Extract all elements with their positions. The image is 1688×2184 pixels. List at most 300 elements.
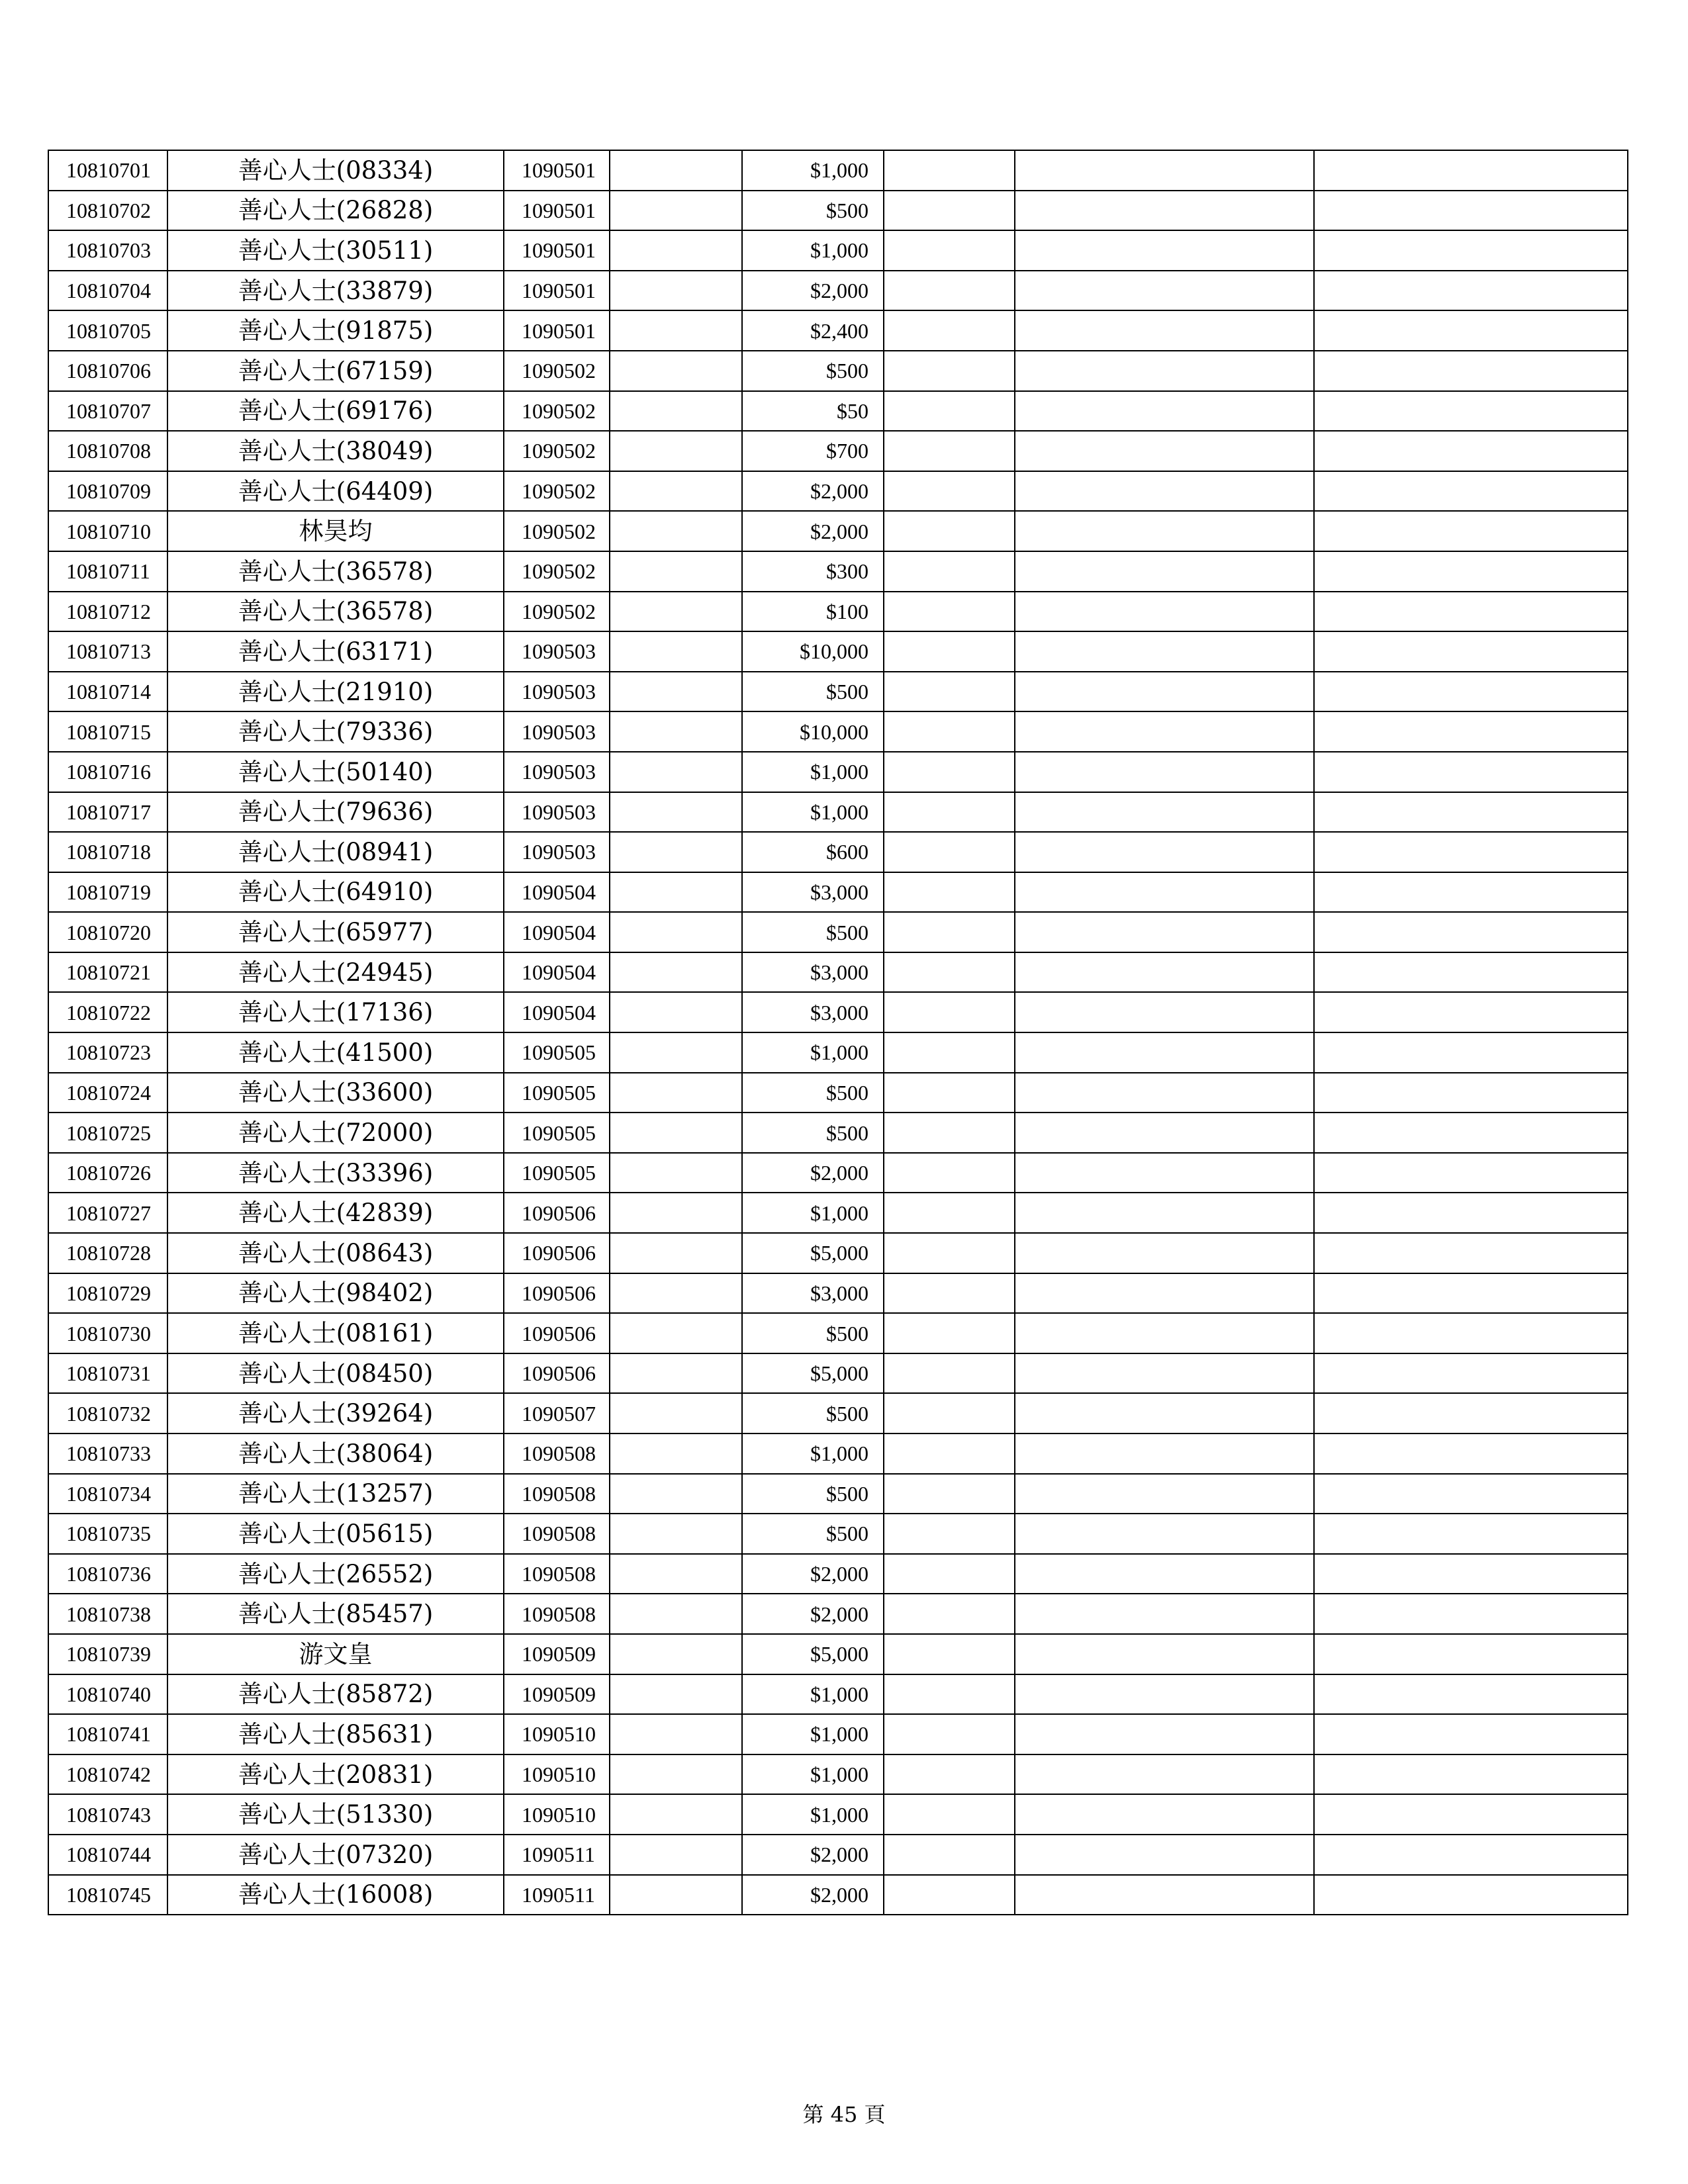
donor-name-cell: 善心人士(08941): [167, 832, 504, 872]
table-row: [48, 511, 1628, 551]
receipt-id-cell: 10810735: [48, 1514, 167, 1554]
blank-cell: [610, 872, 742, 913]
blank-cell: [884, 992, 1015, 1032]
blank-cell: [1314, 672, 1628, 712]
donation-date-cell: 1090505: [504, 1073, 610, 1113]
blank-cell: [1314, 471, 1628, 512]
blank-cell: [1314, 310, 1628, 351]
donor-name-cell: 善心人士(26552): [167, 1554, 504, 1594]
blank-cell: [610, 1474, 742, 1514]
amount-cell: $1,000: [742, 1193, 884, 1233]
amount-cell: $300: [742, 551, 884, 592]
donor-name-cell: 善心人士(08643): [167, 1233, 504, 1273]
donor-name-cell: 善心人士(72000): [167, 1113, 504, 1153]
donor-name-cell: 善心人士(36578): [167, 551, 504, 592]
blank-cell: [1314, 872, 1628, 913]
receipt-id-cell: 10810726: [48, 1153, 167, 1193]
amount-cell: $1,000: [742, 1433, 884, 1474]
table-row: [48, 752, 1628, 792]
blank-cell: [1015, 1714, 1314, 1754]
amount-cell: $500: [742, 191, 884, 231]
blank-cell: [884, 912, 1015, 952]
blank-cell: [610, 1634, 742, 1674]
amount-cell: $500: [742, 1073, 884, 1113]
receipt-id-cell: 10810713: [48, 631, 167, 672]
blank-cell: [884, 150, 1015, 191]
blank-cell: [1314, 1313, 1628, 1353]
blank-cell: [610, 271, 742, 311]
blank-cell: [884, 1794, 1015, 1835]
donation-date-cell: 1090508: [504, 1554, 610, 1594]
donation-date-cell: 1090504: [504, 912, 610, 952]
blank-cell: [884, 1474, 1015, 1514]
blank-cell: [884, 952, 1015, 993]
amount-cell: $1,000: [742, 150, 884, 191]
blank-cell: [1015, 672, 1314, 712]
blank-cell: [610, 631, 742, 672]
donation-date-cell: 1090509: [504, 1634, 610, 1674]
blank-cell: [610, 992, 742, 1032]
table-row: [48, 1514, 1628, 1554]
donation-date-cell: 1090503: [504, 631, 610, 672]
blank-cell: [1314, 271, 1628, 311]
receipt-id-cell: 10810743: [48, 1794, 167, 1835]
table-row: [48, 1554, 1628, 1594]
blank-cell: [884, 672, 1015, 712]
blank-cell: [884, 351, 1015, 391]
blank-cell: [1015, 310, 1314, 351]
blank-cell: [610, 1433, 742, 1474]
receipt-id-cell: 10810703: [48, 230, 167, 271]
table-row: [48, 672, 1628, 712]
table-row: [48, 1353, 1628, 1394]
blank-cell: [1314, 1754, 1628, 1795]
blank-cell: [884, 471, 1015, 512]
blank-cell: [1015, 992, 1314, 1032]
blank-cell: [884, 511, 1015, 551]
amount-cell: $1,000: [742, 792, 884, 833]
blank-cell: [1314, 1433, 1628, 1474]
amount-cell: $3,000: [742, 872, 884, 913]
table-row: [48, 992, 1628, 1032]
donor-name-cell: 善心人士(08334): [167, 150, 504, 191]
table-row: [48, 1073, 1628, 1113]
table-row: [48, 1754, 1628, 1795]
table-row: [48, 1474, 1628, 1514]
blank-cell: [1314, 992, 1628, 1032]
donation-date-cell: 1090503: [504, 752, 610, 792]
blank-cell: [1015, 1554, 1314, 1594]
blank-cell: [1015, 1032, 1314, 1073]
blank-cell: [884, 1032, 1015, 1073]
blank-cell: [1015, 711, 1314, 752]
table-row: [48, 1273, 1628, 1314]
amount-cell: $2,000: [742, 271, 884, 311]
blank-cell: [610, 551, 742, 592]
donation-date-cell: 1090509: [504, 1674, 610, 1715]
blank-cell: [610, 1754, 742, 1795]
donor-name-cell: 善心人士(30511): [167, 230, 504, 271]
table-row: [48, 551, 1628, 592]
blank-cell: [1314, 1393, 1628, 1433]
blank-cell: [610, 471, 742, 512]
donation-date-cell: 1090502: [504, 592, 610, 632]
blank-cell: [884, 1835, 1015, 1875]
blank-cell: [610, 672, 742, 712]
blank-cell: [1015, 1113, 1314, 1153]
table-row: [48, 1594, 1628, 1634]
donation-date-cell: 1090503: [504, 711, 610, 752]
blank-cell: [1015, 1794, 1314, 1835]
receipt-id-cell: 10810710: [48, 511, 167, 551]
amount-cell: $500: [742, 1393, 884, 1433]
blank-cell: [1015, 1433, 1314, 1474]
blank-cell: [610, 752, 742, 792]
blank-cell: [610, 912, 742, 952]
amount-cell: $2,400: [742, 310, 884, 351]
table-row: [48, 792, 1628, 833]
blank-cell: [884, 1313, 1015, 1353]
amount-cell: $500: [742, 1113, 884, 1153]
donor-name-cell: 善心人士(67159): [167, 351, 504, 391]
receipt-id-cell: 10810720: [48, 912, 167, 952]
donation-date-cell: 1090506: [504, 1193, 610, 1233]
receipt-id-cell: 10810702: [48, 191, 167, 231]
blank-cell: [884, 1714, 1015, 1754]
blank-cell: [610, 1835, 742, 1875]
table-row: [48, 1674, 1628, 1715]
amount-cell: $10,000: [742, 631, 884, 672]
amount-cell: $50: [742, 391, 884, 432]
donor-name-cell: 林昊均: [167, 511, 504, 551]
receipt-id-cell: 10810740: [48, 1674, 167, 1715]
blank-cell: [610, 1193, 742, 1233]
donor-name-cell: 游文皇: [167, 1634, 504, 1674]
receipt-id-cell: 10810705: [48, 310, 167, 351]
donation-date-cell: 1090510: [504, 1754, 610, 1795]
blank-cell: [884, 1393, 1015, 1433]
receipt-id-cell: 10810715: [48, 711, 167, 752]
amount-cell: $2,000: [742, 1594, 884, 1634]
blank-cell: [884, 391, 1015, 432]
amount-cell: $2,000: [742, 1153, 884, 1193]
amount-cell: $1,000: [742, 1674, 884, 1715]
blank-cell: [610, 351, 742, 391]
receipt-id-cell: 10810728: [48, 1233, 167, 1273]
blank-cell: [884, 1514, 1015, 1554]
blank-cell: [884, 1073, 1015, 1113]
amount-cell: $2,000: [742, 1835, 884, 1875]
receipt-id-cell: 10810729: [48, 1273, 167, 1314]
receipt-id-cell: 10810722: [48, 992, 167, 1032]
donation-date-cell: 1090508: [504, 1514, 610, 1554]
table-row: [48, 711, 1628, 752]
donation-date-cell: 1090511: [504, 1835, 610, 1875]
table-row: [48, 592, 1628, 632]
table-row: [48, 1433, 1628, 1474]
donor-name-cell: 善心人士(69176): [167, 391, 504, 432]
blank-cell: [610, 391, 742, 432]
blank-cell: [884, 1193, 1015, 1233]
receipt-id-cell: 10810723: [48, 1032, 167, 1073]
blank-cell: [1314, 230, 1628, 271]
blank-cell: [1015, 191, 1314, 231]
blank-cell: [1314, 592, 1628, 632]
blank-cell: [1314, 351, 1628, 391]
blank-cell: [610, 511, 742, 551]
receipt-id-cell: 10810739: [48, 1634, 167, 1674]
donor-name-cell: 善心人士(65977): [167, 912, 504, 952]
table-row: [48, 310, 1628, 351]
donor-name-cell: 善心人士(33879): [167, 271, 504, 311]
blank-cell: [884, 711, 1015, 752]
blank-cell: [610, 1313, 742, 1353]
blank-cell: [884, 1875, 1015, 1915]
amount-cell: $10,000: [742, 711, 884, 752]
blank-cell: [1314, 551, 1628, 592]
donor-name-cell: 善心人士(33600): [167, 1073, 504, 1113]
blank-cell: [1015, 511, 1314, 551]
donation-date-cell: 1090503: [504, 792, 610, 833]
donation-date-cell: 1090505: [504, 1032, 610, 1073]
blank-cell: [1015, 471, 1314, 512]
receipt-id-cell: 10810712: [48, 592, 167, 632]
blank-cell: [610, 310, 742, 351]
receipt-id-cell: 10810727: [48, 1193, 167, 1233]
blank-cell: [1015, 1153, 1314, 1193]
donor-name-cell: 善心人士(26828): [167, 191, 504, 231]
blank-cell: [1314, 391, 1628, 432]
blank-cell: [884, 872, 1015, 913]
receipt-id-cell: 10810717: [48, 792, 167, 833]
blank-cell: [884, 1113, 1015, 1153]
donation-date-cell: 1090505: [504, 1153, 610, 1193]
donation-date-cell: 1090506: [504, 1273, 610, 1314]
amount-cell: $5,000: [742, 1634, 884, 1674]
blank-cell: [1314, 1674, 1628, 1715]
amount-cell: $5,000: [742, 1233, 884, 1273]
blank-cell: [1015, 1835, 1314, 1875]
donor-name-cell: 善心人士(13257): [167, 1474, 504, 1514]
amount-cell: $2,000: [742, 1875, 884, 1915]
blank-cell: [610, 150, 742, 191]
blank-cell: [884, 1634, 1015, 1674]
donor-name-cell: 善心人士(98402): [167, 1273, 504, 1314]
table-row: [48, 1634, 1628, 1674]
amount-cell: $1,000: [742, 752, 884, 792]
amount-cell: $100: [742, 592, 884, 632]
blank-cell: [884, 1554, 1015, 1594]
blank-cell: [610, 1875, 742, 1915]
blank-cell: [884, 832, 1015, 872]
donor-name-cell: 善心人士(39264): [167, 1393, 504, 1433]
donor-name-cell: 善心人士(41500): [167, 1032, 504, 1073]
receipt-id-cell: 10810744: [48, 1835, 167, 1875]
blank-cell: [1314, 150, 1628, 191]
donation-date-cell: 1090502: [504, 511, 610, 551]
donation-date-cell: 1090502: [504, 551, 610, 592]
blank-cell: [884, 1433, 1015, 1474]
donation-date-cell: 1090506: [504, 1313, 610, 1353]
donor-name-cell: 善心人士(85631): [167, 1714, 504, 1754]
amount-cell: $2,000: [742, 471, 884, 512]
table-row: [48, 271, 1628, 311]
donation-date-cell: 1090511: [504, 1875, 610, 1915]
receipt-id-cell: 10810725: [48, 1113, 167, 1153]
table-row: [48, 471, 1628, 512]
blank-cell: [884, 1674, 1015, 1715]
table-row: [48, 1153, 1628, 1193]
receipt-id-cell: 10810732: [48, 1393, 167, 1433]
blank-cell: [1314, 1794, 1628, 1835]
blank-cell: [1015, 631, 1314, 672]
table-row: [48, 1393, 1628, 1433]
blank-cell: [1314, 1714, 1628, 1754]
blank-cell: [884, 631, 1015, 672]
blank-cell: [1015, 1634, 1314, 1674]
blank-cell: [610, 1794, 742, 1835]
donor-name-cell: 善心人士(50140): [167, 752, 504, 792]
receipt-id-cell: 10810734: [48, 1474, 167, 1514]
donor-name-cell: 善心人士(51330): [167, 1794, 504, 1835]
blank-cell: [1015, 391, 1314, 432]
receipt-id-cell: 10810701: [48, 150, 167, 191]
blank-cell: [1314, 1233, 1628, 1273]
receipt-id-cell: 10810731: [48, 1353, 167, 1394]
blank-cell: [1314, 1634, 1628, 1674]
blank-cell: [610, 1393, 742, 1433]
table-row: [48, 191, 1628, 231]
receipt-id-cell: 10810707: [48, 391, 167, 432]
donor-name-cell: 善心人士(33396): [167, 1153, 504, 1193]
amount-cell: $500: [742, 1514, 884, 1554]
blank-cell: [884, 592, 1015, 632]
table-row: [48, 1835, 1628, 1875]
donation-date-cell: 1090507: [504, 1393, 610, 1433]
receipt-id-cell: 10810706: [48, 351, 167, 391]
blank-cell: [1314, 1273, 1628, 1314]
blank-cell: [610, 1233, 742, 1273]
donation-date-cell: 1090501: [504, 150, 610, 191]
table-row: [48, 1193, 1628, 1233]
blank-cell: [1015, 1674, 1314, 1715]
donation-date-cell: 1090503: [504, 672, 610, 712]
donation-date-cell: 1090506: [504, 1233, 610, 1273]
blank-cell: [884, 792, 1015, 833]
blank-cell: [1314, 431, 1628, 471]
blank-cell: [1015, 1193, 1314, 1233]
table-row: [48, 351, 1628, 391]
donor-name-cell: 善心人士(85457): [167, 1594, 504, 1634]
blank-cell: [884, 1273, 1015, 1314]
blank-cell: [610, 832, 742, 872]
blank-cell: [1015, 1353, 1314, 1394]
donor-name-cell: 善心人士(79636): [167, 792, 504, 833]
blank-cell: [1015, 351, 1314, 391]
blank-cell: [610, 711, 742, 752]
blank-cell: [610, 1032, 742, 1073]
receipt-id-cell: 10810718: [48, 832, 167, 872]
blank-cell: [610, 1273, 742, 1314]
donation-date-cell: 1090502: [504, 431, 610, 471]
donor-name-cell: 善心人士(08161): [167, 1313, 504, 1353]
donation-ledger-table: [48, 150, 1628, 1915]
blank-cell: [884, 551, 1015, 592]
blank-cell: [610, 952, 742, 993]
amount-cell: $2,000: [742, 1554, 884, 1594]
blank-cell: [1015, 952, 1314, 993]
amount-cell: $1,000: [742, 1794, 884, 1835]
donation-date-cell: 1090505: [504, 1113, 610, 1153]
blank-cell: [1015, 1313, 1314, 1353]
table-row: [48, 832, 1628, 872]
blank-cell: [610, 1714, 742, 1754]
blank-cell: [884, 1353, 1015, 1394]
blank-cell: [1314, 1554, 1628, 1594]
blank-cell: [1314, 1514, 1628, 1554]
blank-cell: [610, 1514, 742, 1554]
donor-name-cell: 善心人士(16008): [167, 1875, 504, 1915]
blank-cell: [1015, 872, 1314, 913]
amount-cell: $3,000: [742, 992, 884, 1032]
blank-cell: [610, 191, 742, 231]
blank-cell: [610, 1073, 742, 1113]
receipt-id-cell: 10810741: [48, 1714, 167, 1754]
blank-cell: [1314, 912, 1628, 952]
table-row: [48, 631, 1628, 672]
amount-cell: $500: [742, 1474, 884, 1514]
blank-cell: [884, 310, 1015, 351]
blank-cell: [1314, 792, 1628, 833]
blank-cell: [610, 1113, 742, 1153]
donor-name-cell: 善心人士(38064): [167, 1433, 504, 1474]
blank-cell: [1015, 150, 1314, 191]
donor-name-cell: 善心人士(38049): [167, 431, 504, 471]
donor-name-cell: 善心人士(21910): [167, 672, 504, 712]
donor-name-cell: 善心人士(64409): [167, 471, 504, 512]
receipt-id-cell: 10810721: [48, 952, 167, 993]
blank-cell: [1015, 271, 1314, 311]
blank-cell: [1015, 1393, 1314, 1433]
page-number: 第 45 頁: [802, 2102, 886, 2127]
amount-cell: $2,000: [742, 511, 884, 551]
table-row: [48, 1113, 1628, 1153]
blank-cell: [1015, 1474, 1314, 1514]
blank-cell: [1015, 832, 1314, 872]
donation-date-cell: 1090502: [504, 471, 610, 512]
blank-cell: [884, 1153, 1015, 1193]
receipt-id-cell: 10810730: [48, 1313, 167, 1353]
table-row: [48, 1032, 1628, 1073]
blank-cell: [610, 431, 742, 471]
receipt-id-cell: 10810719: [48, 872, 167, 913]
donation-date-cell: 1090510: [504, 1714, 610, 1754]
blank-cell: [610, 1674, 742, 1715]
receipt-id-cell: 10810709: [48, 471, 167, 512]
receipt-id-cell: 10810736: [48, 1554, 167, 1594]
receipt-id-cell: 10810745: [48, 1875, 167, 1915]
blank-cell: [1015, 230, 1314, 271]
donation-date-cell: 1090506: [504, 1353, 610, 1394]
blank-cell: [1314, 1835, 1628, 1875]
blank-cell: [884, 752, 1015, 792]
blank-cell: [884, 431, 1015, 471]
receipt-id-cell: 10810711: [48, 551, 167, 592]
donation-date-cell: 1090503: [504, 832, 610, 872]
ledger-body: [48, 150, 1628, 1915]
receipt-id-cell: 10810724: [48, 1073, 167, 1113]
blank-cell: [1015, 592, 1314, 632]
